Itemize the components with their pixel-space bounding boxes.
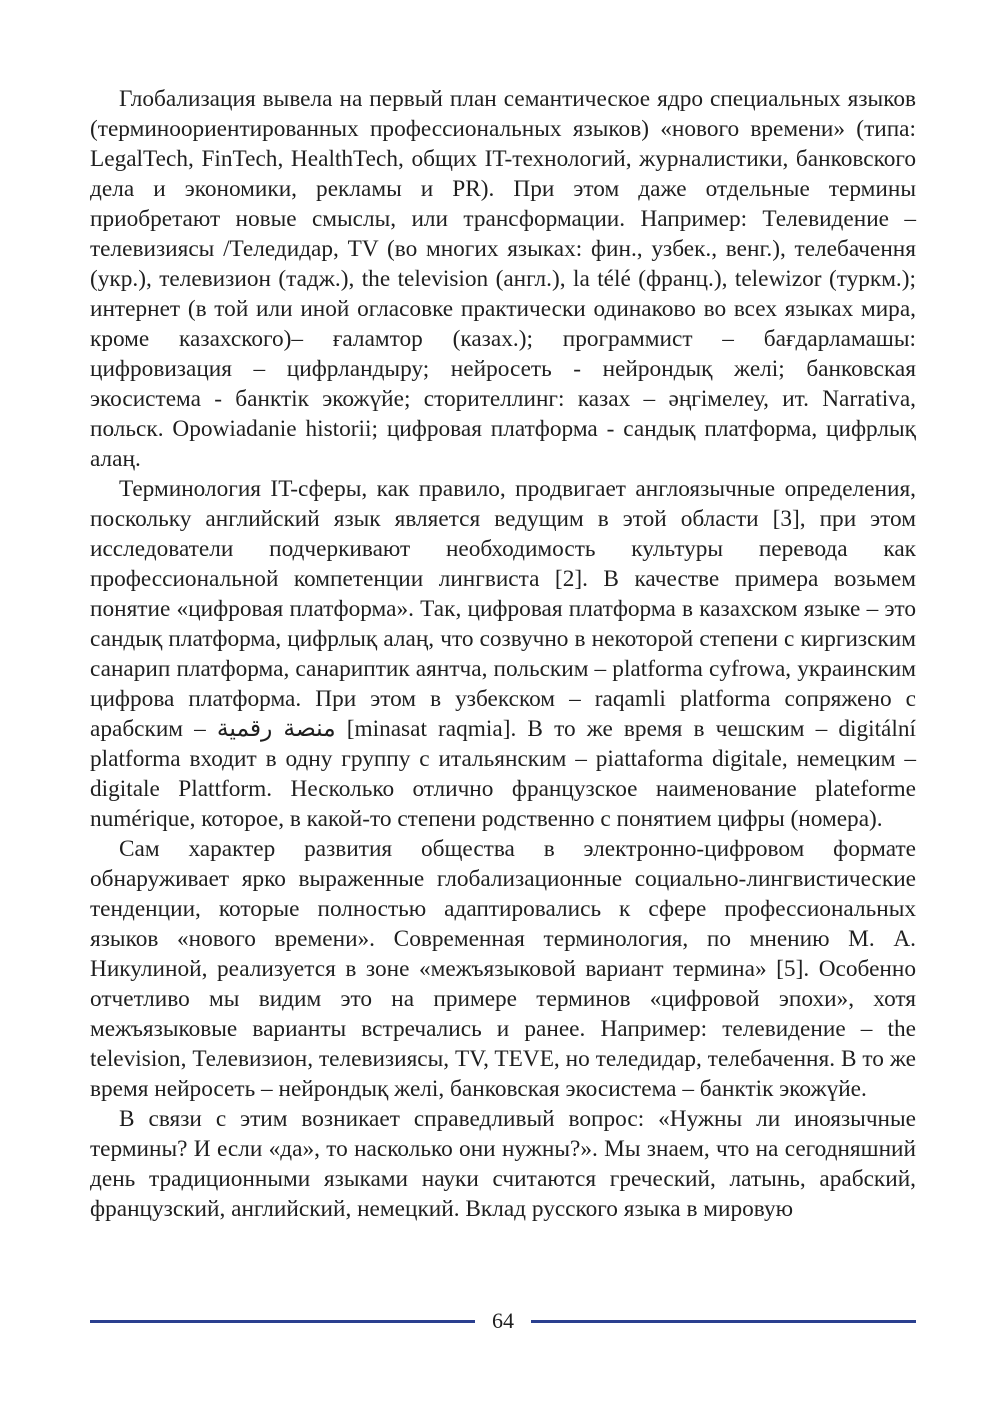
paragraph: Терминология IT-сферы, как правило, продвигает англоязычные определения, поскольку английский язык является ведущим в этой области [3], при этом исследователи подчеркивают необходимость культуры перевода как профессиональной компетенции лингвиста [2]. В качестве примера возьмем понятие «цифровая платформа». Так, цифровая платформа в казахском языке – это сандық платформа, цифрлық алаң, что созвучно в некоторой степени с киргизским санарип платформа, санариптик аянтча, польским – platforma cyfrowa, украинским цифрова платформа. При этом в узбекском – raqamli platforma сопряжено с арабским – منصة رقمية [minasat raqmia]. В то же время в чешским – digitální platforma входит в одну группу с итальянским – piattaforma digitale, немецким – digitale Plattform. Несколько отлично французское наименование plateforme numérique, которое, в какой-то степени родственно с понятием цифры (номера). <box>90 476 916 832</box>
footer-rule-left <box>90 1320 475 1323</box>
paragraph: Сам характер развития общества в электронно-цифровом формате обнаруживает ярко выраженные глобализационные социально-лингвистические тенденции, которые полностью адаптировались к сфере профессиональных языков «нового времени». Современная терминология, по мнению М. А. Никулиной, реализуется в зоне «межъязыковой вариант термина» [5]. Особенно отчетливо мы видим это на примере терминов «цифровой эпохи», хотя межъязыковые варианты встречались и ранее. Например: телевидение – the television, Телевизион, телевизиясы, TV, TEVE, но теледидар, телебачення. В то же время нейросеть – нейрондық желі, банковская экосистема – банктік экожүйе. <box>90 836 916 1102</box>
page-number: 64 <box>492 1308 514 1333</box>
page-body <box>90 84 916 1224</box>
paragraph: В связи с этим возникает справедливый вопрос: «Нужны ли иноязычные термины? И если «да», то насколько они нужны?». Мы знаем, что на сегодняшний день традиционными языками науки считаются греческий, латынь, арабский, французский, английский, немецкий. Вклад русского языка в мировую <box>90 1106 916 1222</box>
footer-rule-right <box>531 1320 916 1323</box>
page-footer <box>90 1306 916 1336</box>
paragraph: Глобализация вывела на первый план семантическое ядро специальных языков (терминоориентированных профессиональных языков) «нового времени» (типа: LegalTech, FinTech, HealthTech, общих IT-технологий, журналистики, банковского дела и экономики, рекламы и PR). При этом даже отдельные термины приобретают новые смыслы, или трансформации. Например: Телевидение – телевизиясы /Теледидар, TV (во многих языках: фин., узбек., венг.), телебачення (укр.), телевизион (тадж.), the television (англ.), la télé (франц.), telewizor (туркм.); интернет (в той или иной огласовке практически одинаково во всех языках мира, кроме казахского)– ғаламтор (казах.); программист – бағдарламашы: цифровизация – цифрландыру; нейросеть - нейрондық желі; банковская экосистема - банктік экожүйе; сторителлинг: казах – әңгімелеу, ит. Narrativa, польск. Opowiadanie historii; цифровая платформа - сандық платформа, цифрлық алаң. <box>90 86 916 472</box>
